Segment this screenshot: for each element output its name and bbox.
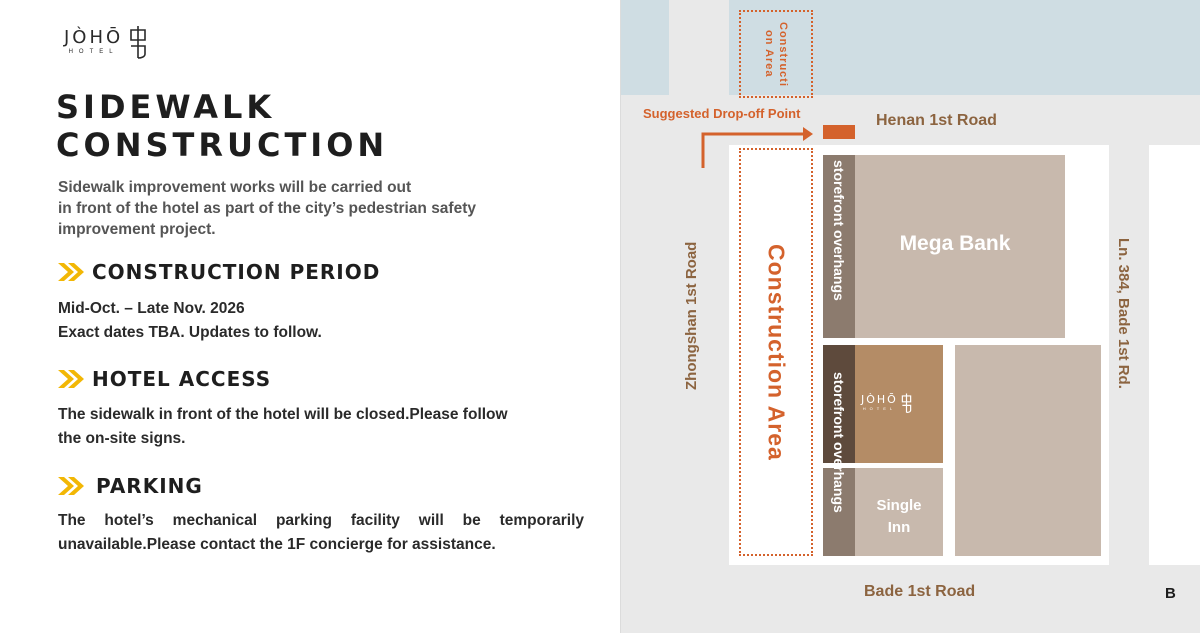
section-parking-body	[58, 509, 584, 557]
single-inn-label	[855, 495, 943, 539]
overhang-label-2: storefront overhangs	[831, 372, 847, 513]
site-map	[621, 0, 1200, 633]
access-line-1: The sidewalk in front of the hotel will be closed.Please follow	[58, 406, 508, 423]
hotel-logo-mark-icon	[900, 392, 913, 414]
hotel-logo	[64, 24, 149, 60]
dropoff-marker	[823, 125, 855, 139]
section-period-title: CONSTRUCTION PERIOD	[92, 260, 381, 284]
section-access-title: HOTEL ACCESS	[92, 367, 272, 391]
page-title	[56, 88, 388, 164]
overhang-label-1: storefront overhangs	[831, 160, 847, 301]
zhongshan-label-wrap	[683, 220, 700, 390]
logo-mark-icon	[127, 24, 149, 60]
henan-road-label: Henan 1st Road	[876, 112, 997, 129]
parking-line-2: unavailable.Please contact the 1F concierge for assistance.	[58, 536, 496, 553]
section-parking-title: PARKING	[96, 474, 203, 498]
double-chevron-icon	[56, 261, 86, 283]
intro-line-1: Sidewalk improvement works will be carried out	[58, 179, 412, 196]
section-parking-heading	[56, 474, 203, 498]
bade-road-label: Bade 1st Road	[864, 583, 976, 600]
parking-line-1: The hotel’s mechanical parking facility will be temporarily	[58, 512, 584, 529]
dropoff-label: Suggested Drop-off Point	[643, 106, 801, 121]
lane-label-wrap	[1115, 238, 1132, 394]
west-road	[621, 145, 669, 565]
section-period-body	[58, 297, 322, 345]
double-chevron-icon	[56, 475, 86, 497]
single-inn-line-1: Single	[876, 497, 922, 514]
section-access-heading	[56, 367, 271, 391]
corner-marker: B	[1165, 585, 1176, 602]
adjacent-building	[955, 345, 1101, 556]
single-inn-line-2: Inn	[887, 519, 911, 536]
title-line-2: CONSTRUCTION	[56, 126, 389, 164]
mega-bank-label: Mega Bank	[899, 232, 1011, 255]
section-access-body	[58, 403, 508, 451]
lane-road-label: Ln. 384, Bade 1st Rd.	[1115, 238, 1132, 389]
construction-small-line-1: Constructi	[777, 21, 789, 87]
hotel-map-logo-text: JÒHŌ	[861, 393, 898, 406]
double-chevron-icon	[56, 368, 86, 390]
intro-line-3: improvement project.	[58, 221, 216, 238]
access-line-2: the on-site signs.	[58, 430, 186, 447]
construction-area-label: Construction Area	[763, 243, 790, 461]
intro-line-2: in front of the hotel as part of the city’s pedestrian safety	[58, 200, 476, 217]
period-line-2: Exact dates TBA. Updates to follow.	[58, 324, 322, 341]
east-block	[1149, 145, 1200, 565]
logo-subtext: HOTEL	[68, 49, 119, 55]
hotel-map-logo-sub: HOTEL	[862, 406, 897, 411]
zhongshan-road-label: Zhongshan 1st Road	[683, 241, 700, 390]
intro-text	[58, 177, 578, 240]
construction-area-north-label	[739, 10, 813, 98]
section-period-heading	[56, 260, 380, 284]
hotel-map-logo	[861, 392, 913, 414]
construction-small-line-2: on Area	[763, 30, 775, 78]
overhang-label-2-wrap	[823, 372, 855, 552]
construction-area-main-label-wrap	[739, 148, 813, 556]
overhang-label-1-wrap	[823, 160, 855, 335]
title-line-1: SIDEWALK	[56, 88, 276, 126]
period-line-1: Mid-Oct. – Late Nov. 2026	[58, 300, 245, 317]
logo-text: JÒHŌ	[64, 27, 124, 48]
